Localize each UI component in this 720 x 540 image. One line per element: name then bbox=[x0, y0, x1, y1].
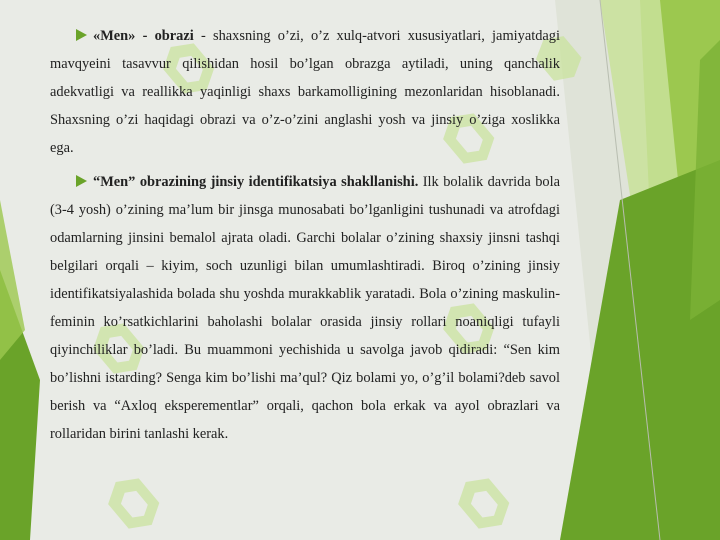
bullet-arrow-icon bbox=[76, 175, 87, 187]
paragraph-text: Ilk bolalik davrida bola (3-4 yosh) o’zining ma’lum bir jinsga munosabati bo’lganligini tushunadi va atrofdagi odamlarning jinsini bemalol ajrata oladi. Garchi bolalar o’zining shaxsiy jinsni tashqi belgilari orqali – kiyim, soch uzunligi bilan umumlashtiradi. Biroq o’zining jinsiy identifikatsiyalashida bolada shu yoshda murakkablik yaratadi. Bola o’zining maskulin-feminin ko’rsatkichlarini baholashi bolalar orasida jinsiy rollari noaniqligi tufayli qiyinchiliklar bo’ladi. Bu muammoni yechishida u savolga javob qidiradi: “Sen kim bo’lishni istarding? Senga kim bo’lishi ma’qul? Qiz bolami yo, o’g’il bolami?deb savol berish va “Axloq eksperementlar” orqali, qachon bola erkak va ayol obrazlari va rollaridan birini tanlashi kerak. bbox=[50, 174, 560, 442]
paragraph-heading: «Men» - obrazi bbox=[93, 28, 194, 44]
bullet-arrow-icon bbox=[76, 29, 87, 41]
paragraph-text: - shaxsning o’zi, o’z xulq-atvori xususiyatlari, jamiyatdagi mavqyeini tasavvur qilishidan hosil bo’lgan obrazga aytiladi, uning qanchalik adekvatligi va reallikka yaqinligi shaxs barkamolligining mezonlaridan hisoblanadi. Shaxsning o’zi haqidagi obrazi va o’z-o’zini anglashi yosh va jinsiy o’ziga xoslikka ega. bbox=[50, 28, 560, 156]
slide-body bbox=[50, 22, 560, 454]
paragraph-men-obrazi bbox=[50, 22, 560, 162]
paragraph-heading: “Men” obrazining jinsiy identifikatsiya shakllanishi. bbox=[93, 174, 419, 190]
paragraph-jinsiy-identifikatsiya bbox=[50, 168, 560, 448]
